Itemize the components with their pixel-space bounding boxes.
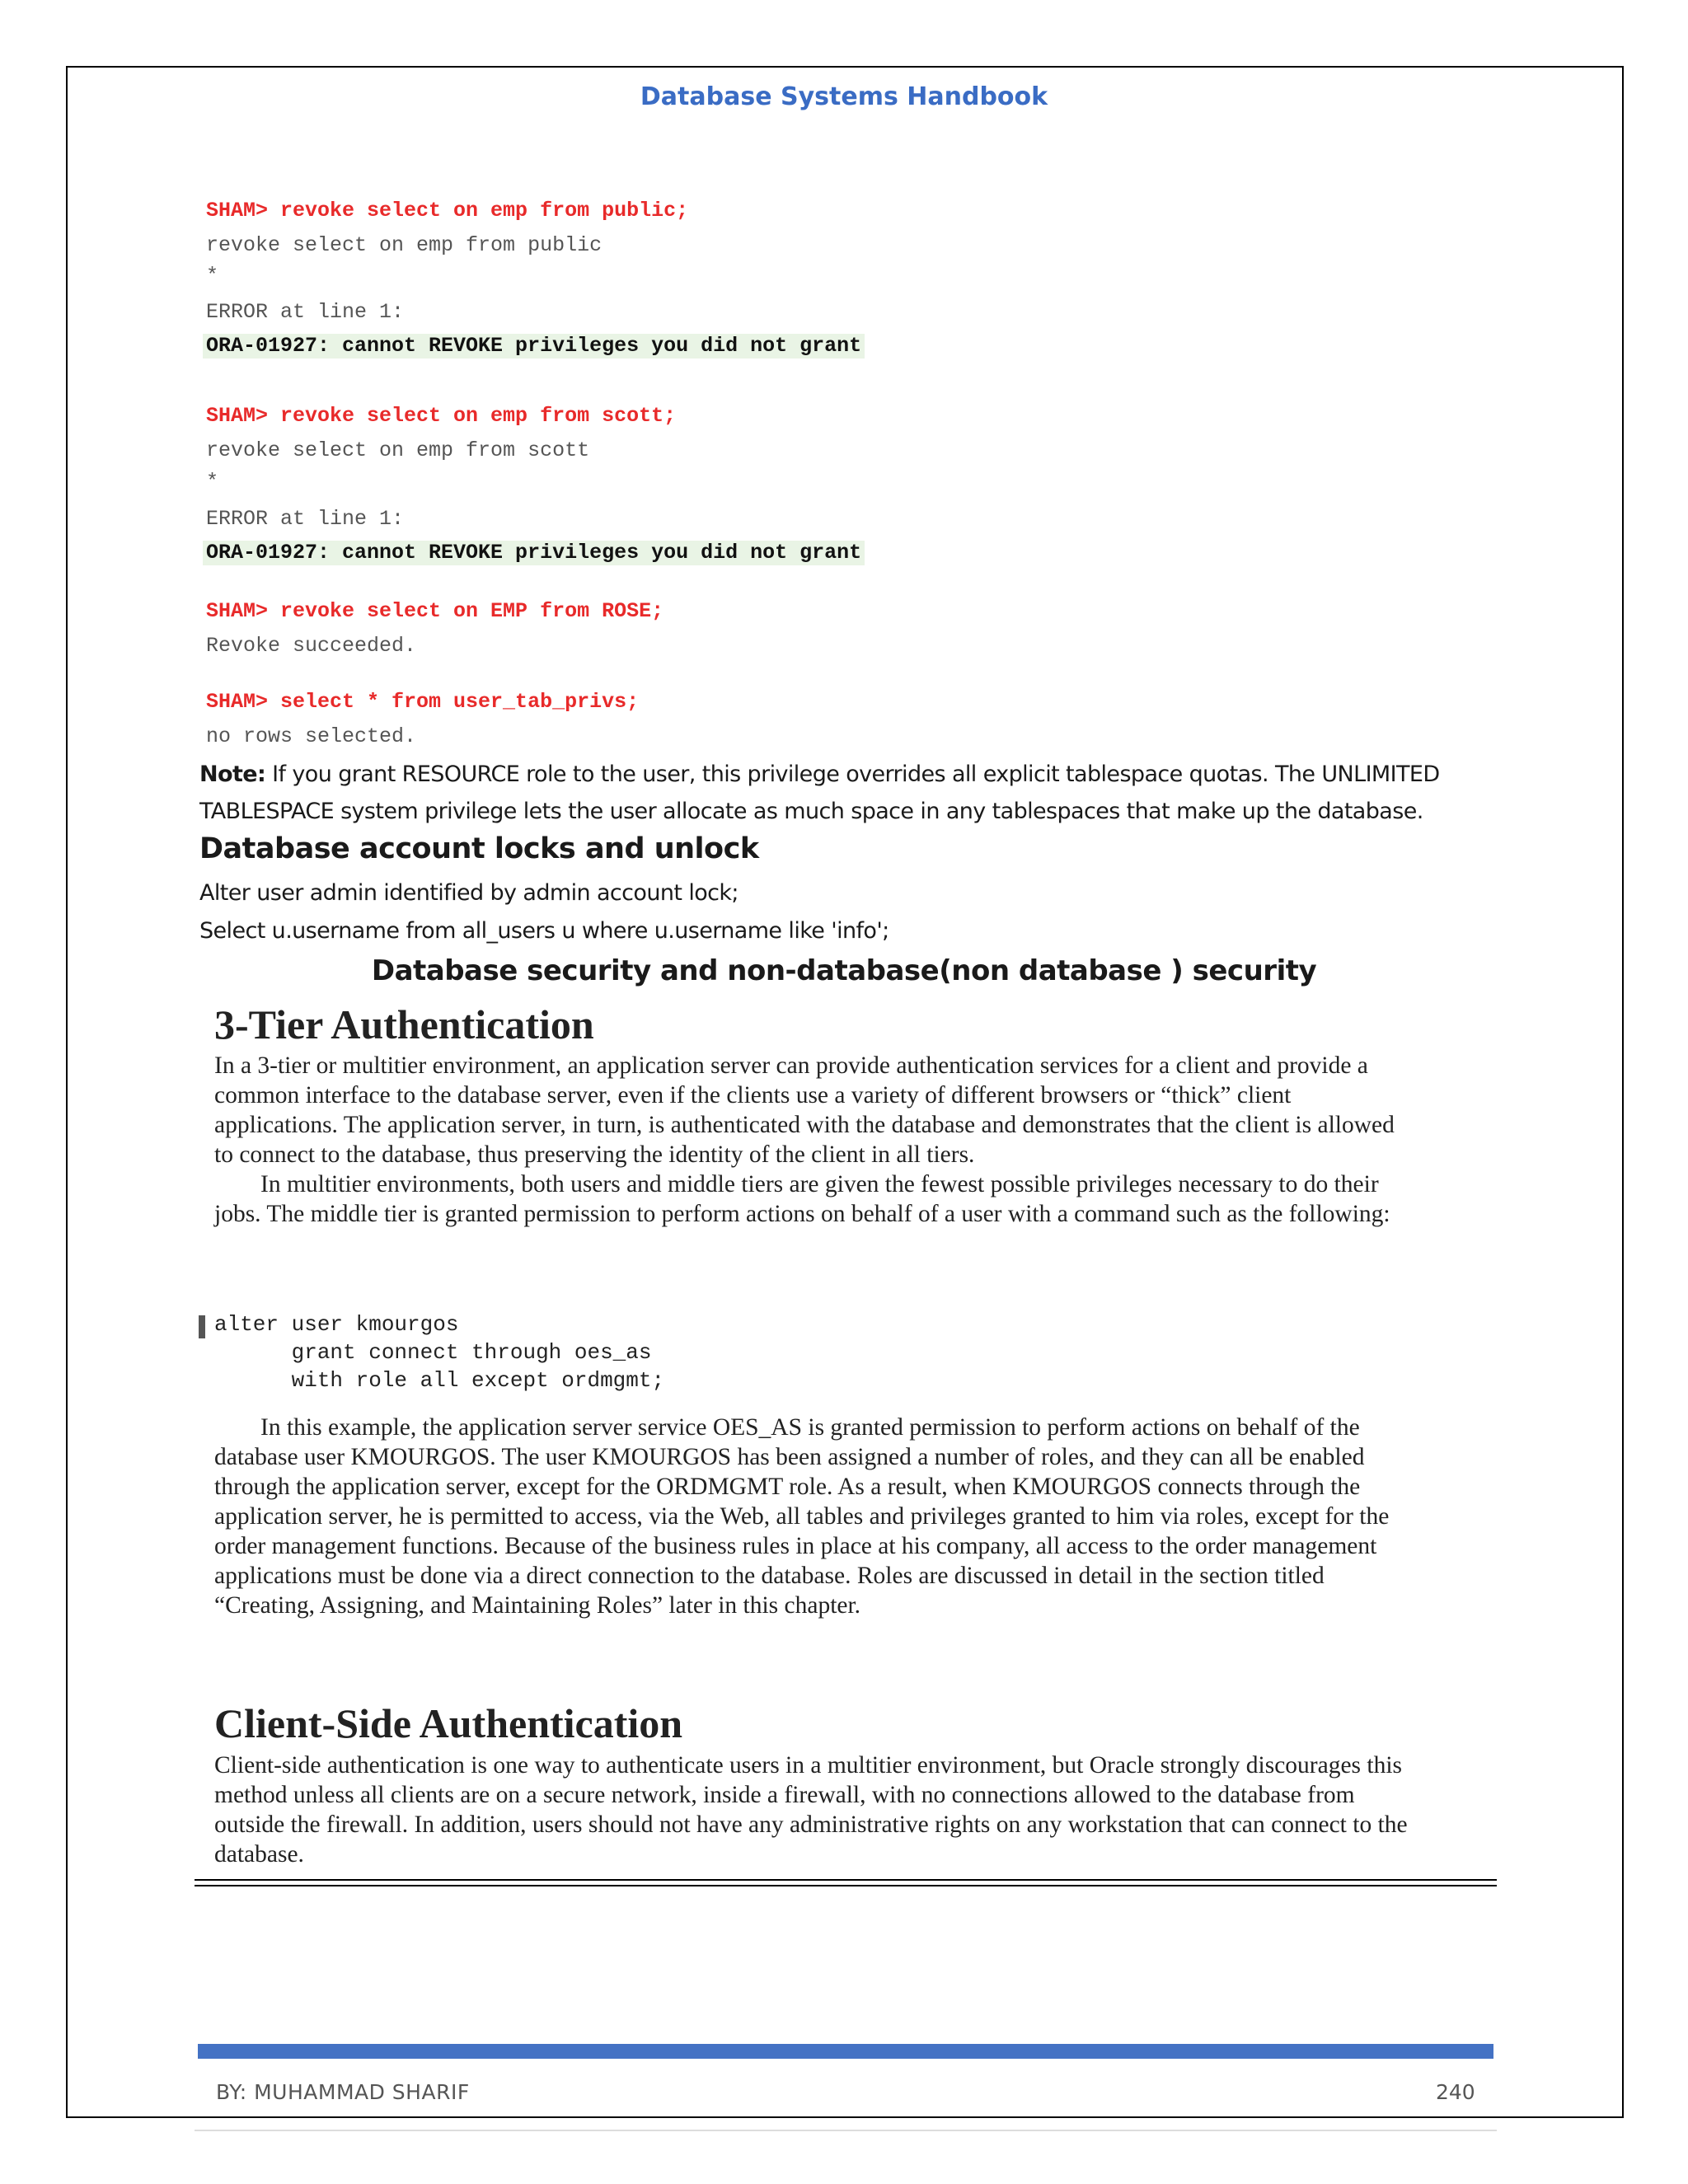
sql-output-line: ERROR at line 1: xyxy=(206,300,405,324)
sql-output-line: * xyxy=(206,264,219,288)
three-tier-heading: 3-Tier Authentication xyxy=(214,1001,594,1047)
code-marker-icon xyxy=(199,1315,205,1338)
three-tier-para-2: In multitier environments, both users and middle tiers are given the fewest possible privileges necessary to do their jobs. The middle tier is granted permission to perform actions on behalf of a user with a command such as the following: xyxy=(214,1171,1390,1227)
sql-output-line: ERROR at line 1: xyxy=(206,507,405,531)
three-tier-para-1: In a 3-tier or multitier environment, an application server can provide authentication services for a client and provide a common interface to the database server, even if the clients use a variety of different browsers or “thick” client applications. The application server, in turn, is authenticated with the database and demonstrates that the client is allowed to connect to the database, thus preserving the identity of the client in all tiers. xyxy=(214,1052,1395,1168)
alter-user-code-line: with role all except ordmgmt; xyxy=(214,1368,665,1393)
sql-command-line: SHAM> revoke select on EMP from ROSE; xyxy=(206,599,664,623)
locks-line: Alter user admin identified by admin account lock; xyxy=(199,880,738,906)
sql-command-line: SHAM> revoke select on emp from scott; xyxy=(206,404,677,428)
sql-output-line: revoke select on emp from scott xyxy=(206,438,590,462)
footer-page-number: 240 xyxy=(1436,2080,1475,2104)
alter-user-code-line: grant connect through oes_as xyxy=(214,1340,652,1365)
sql-error-line: ORA-01927: cannot REVOKE privileges you did not grant xyxy=(203,541,865,565)
note-text: If you grant RESOURCE role to the user, this privilege overrides all explicit tablespace quotas. The UNLIMITED TABLESPACE system privilege lets the user allocate as much space in any tablespaces that make up the database. xyxy=(199,762,1440,824)
client-side-para: Client-side authentication is one way to authenticate users in a multitier environment, but Oracle strongly discourages this method unless all clients are on a secure network, inside a firewall, with no connections allowed to the database from outside the firewall. In addition, users should not have any administrative rights on any workstation that can connect to the database. xyxy=(214,1752,1408,1868)
sql-output-line: Revoke succeeded. xyxy=(206,634,417,658)
sql-output-line: revoke select on emp from public xyxy=(206,233,603,257)
alter-user-code-line: alter user kmourgos xyxy=(214,1312,459,1337)
footer-bar xyxy=(198,2044,1493,2059)
sql-command-line: SHAM> select * from user_tab_privs; xyxy=(206,690,640,714)
sql-output-line: no rows selected. xyxy=(206,724,417,748)
bottom-divider xyxy=(195,2130,1497,2131)
security-heading: Database security and non-database(non database ) security xyxy=(371,954,1317,987)
page-header-title: Database Systems Handbook xyxy=(640,82,1048,111)
three-tier-text xyxy=(214,1051,1409,1229)
sql-command-line: SHAM> revoke select on emp from public; xyxy=(206,199,689,223)
sql-output-line: * xyxy=(206,470,219,494)
client-side-heading: Client-Side Authentication xyxy=(214,1700,683,1746)
note-paragraph xyxy=(199,756,1502,830)
three-tier-para-3: In this example, the application server service OES_AS is granted permission to perform actions on behalf of the database user KMOURGOS. The user KMOURGOS has been assigned a number of roles, and they can all be enabled through the application server, except for the ORDMGMT role. As a result, when KMOURGOS connects through the application server, he is permitted to access, via the Web, all tables and privileges granted to him via roles, except for the order management functions. Because of the business rules in place at his company, all access to the order management applications must be done via a direct connection to the database. Roles are discussed in detail in the section titled “Creating, Assigning, and Maintaining Roles” later in this chapter. xyxy=(214,1414,1390,1619)
sql-error-line: ORA-01927: cannot REVOKE privileges you did not grant xyxy=(203,334,865,359)
section-divider xyxy=(195,1885,1497,1886)
locks-line: Select u.username from all_users u where u.username like 'info'; xyxy=(199,918,889,944)
note-label: Note: xyxy=(199,762,266,787)
section-divider xyxy=(195,1879,1497,1881)
locks-heading: Database account locks and unlock xyxy=(199,832,759,865)
footer-author: BY: MUHAMMAD SHARIF xyxy=(216,2080,470,2104)
